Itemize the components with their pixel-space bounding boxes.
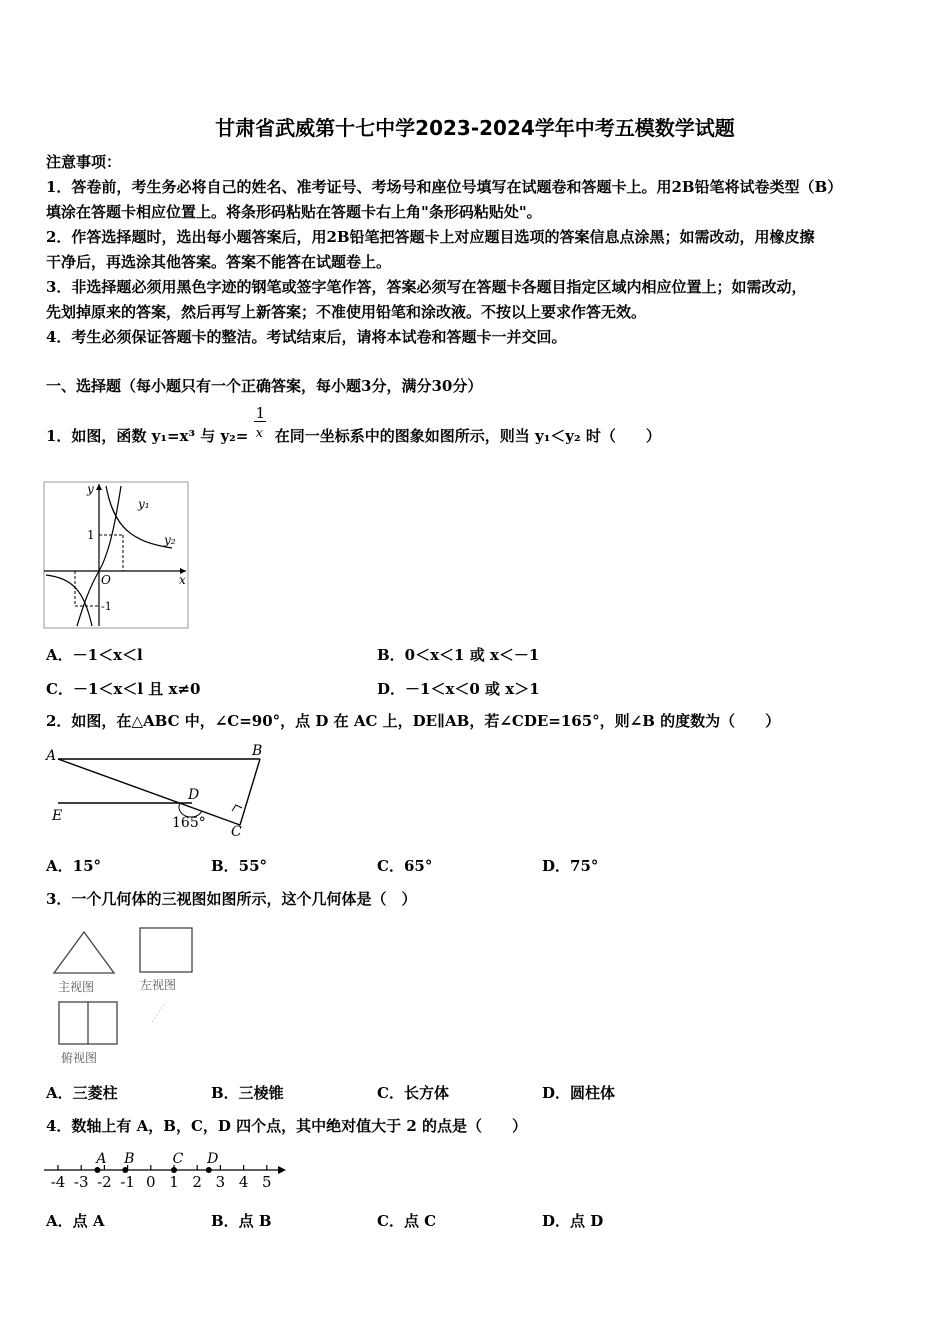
section-heading: 一、选择题（每小题只有一个正确答案，每小题3分，满分30分） — [46, 377, 483, 395]
fraction-numerator: 1 — [255, 404, 266, 422]
number-line-tick-label: 0 — [146, 1173, 156, 1191]
q2-figure — [42, 740, 272, 840]
number-line-tick-label: 2 — [192, 1173, 202, 1191]
number-line-arrow — [278, 1166, 286, 1174]
number-line-point-label: A — [96, 1151, 107, 1167]
top-view-label: 俯视图 — [61, 1051, 98, 1065]
q1-prefix: 1．如图，函数 y₁=x³ 与 y₂= — [46, 427, 249, 445]
q1-option-a[interactable]: A．－1＜x＜l — [46, 646, 143, 664]
q2-option-b[interactable]: B．55° — [211, 857, 268, 875]
number-line-figure — [40, 1148, 290, 1196]
q1-figure-frame — [44, 482, 188, 628]
fraction-denominator: x — [255, 426, 263, 441]
notes-line: 先划掉原来的答案，然后再写上新答案；不准使用铅笔和涂改液。不按以上要求作答无效。 — [46, 303, 647, 321]
q4-option-d[interactable]: D．点 D — [542, 1212, 604, 1230]
q4-option-a[interactable]: A．点 A — [46, 1212, 105, 1230]
question-2-text: 2．如图，在△ABC 中，∠C=90°，点 D 在 AC 上，DE∥AB，若∠CDE=165°，则∠B 的度数为（ ） — [46, 712, 781, 730]
q1-figure — [42, 478, 192, 630]
fraction — [254, 404, 270, 447]
segment-ac — [58, 759, 240, 825]
angle-label: 165° — [172, 815, 206, 831]
left-view-label: 左视图 — [140, 978, 177, 992]
q2-option-c[interactable]: C．65° — [377, 857, 433, 875]
number-line-point-c — [171, 1167, 177, 1173]
front-view-label: 主视图 — [58, 980, 95, 994]
q3-figure — [48, 922, 208, 1070]
q2-option-a[interactable]: A．15° — [46, 857, 102, 875]
number-line-tick-label: -1 — [120, 1173, 135, 1191]
q3-option-d[interactable]: D．圆柱体 — [542, 1084, 616, 1102]
number-line-point-d — [206, 1167, 212, 1173]
q2-option-d[interactable]: D．75° — [542, 857, 599, 875]
label-c: C — [231, 824, 242, 840]
q3-option-a[interactable]: A．三菱柱 — [46, 1084, 118, 1102]
y-axis-arrow — [96, 484, 102, 490]
number-line-point-a — [94, 1167, 100, 1173]
y1-curve-label: y₁ — [138, 497, 150, 511]
right-angle-mark — [232, 805, 242, 811]
number-line-tick-label: -2 — [97, 1173, 112, 1191]
label-a: A — [46, 748, 57, 764]
front-view-triangle — [54, 932, 114, 973]
number-line-tick-label: 5 — [262, 1173, 272, 1191]
origin-label: O — [101, 573, 111, 587]
q1-option-c[interactable]: C．－1＜x＜l 且 x≠0 — [46, 680, 201, 698]
q1-option-d[interactable]: D．－1＜x＜0 或 x＞1 — [377, 680, 540, 698]
notes-line: 填涂在答题卡相应位置上。将条形码粘贴在答题卡右上角"条形码粘贴处"。 — [46, 203, 542, 221]
number-line-point-label: C — [172, 1151, 184, 1167]
q1-suffix: 在同一坐标系中的图象如图所示，则当 y₁＜y₂ 时（ ） — [274, 427, 661, 445]
y-axis-label: y — [87, 482, 94, 496]
notes-heading: 注意事项： — [46, 153, 122, 171]
number-line-tick-label: 1 — [169, 1173, 179, 1191]
number-line-point-label: B — [124, 1151, 135, 1167]
label-d: D — [188, 787, 200, 803]
y2-curve-label: y₂ — [164, 533, 176, 547]
q4-option-b[interactable]: B．点 B — [211, 1212, 272, 1230]
left-view-rectangle — [140, 928, 192, 972]
notes-block — [46, 150, 906, 350]
question-1-text — [46, 404, 661, 449]
number-line-tick-label: 4 — [238, 1173, 249, 1191]
page-title: 甘肃省武威第十七中学2023-2024学年中考五模数学试题 — [215, 116, 735, 140]
q3-option-c[interactable]: C．长方体 — [377, 1084, 449, 1102]
faint-mark — [152, 1002, 166, 1022]
tick-label-one: 1 — [87, 528, 95, 542]
notes-line: 1．答卷前，考生务必将自己的姓名、准考证号、考场号和座位号填写在试题卷和答题卡上。用2B铅笔将试卷类型（B） — [46, 178, 843, 196]
segment-bc — [240, 759, 260, 825]
notes-line: 2．作答选择题时，选出每小题答案后，用2B铅笔把答题卡上对应题目选项的答案信息点涂黑；如需改动，用橡皮擦 — [46, 228, 815, 246]
notes-line: 4．考生必须保证答题卡的整洁。考试结束后，请将本试卷和答题卡一并交回。 — [46, 328, 567, 346]
number-line-point-b — [122, 1167, 128, 1173]
label-e: E — [52, 808, 63, 824]
number-line-tick-label: -3 — [73, 1173, 89, 1191]
number-line-tick-label: 3 — [215, 1173, 226, 1191]
number-line-tick-label: -4 — [50, 1173, 66, 1191]
tick-label-neg-one: -1 — [101, 600, 112, 613]
y2-curve-right — [106, 486, 172, 548]
q3-option-b[interactable]: B．三棱锥 — [211, 1084, 284, 1102]
question-4-text: 4．数轴上有 A，B，C，D 四个点，其中绝对值大于 2 的点是（ ） — [46, 1117, 528, 1135]
notes-line: 3．非选择题必须用黑色字迹的钢笔或签字笔作答，答案必须写在答题卡各题目指定区域内相应位置上；如需改动， — [46, 278, 807, 296]
question-3-text: 3．一个几何体的三视图如图所示，这个几何体是（ ） — [46, 890, 417, 908]
q4-option-c[interactable]: C．点 C — [377, 1212, 437, 1230]
label-b: B — [252, 743, 263, 759]
q1-option-b[interactable]: B．0＜x＜1 或 x＜－1 — [377, 646, 540, 664]
notes-line: 干净后，再选涂其他答案。答案不能答在试题卷上。 — [46, 253, 392, 271]
x-axis-label: x — [179, 573, 186, 587]
number-line-point-label: D — [207, 1151, 219, 1167]
